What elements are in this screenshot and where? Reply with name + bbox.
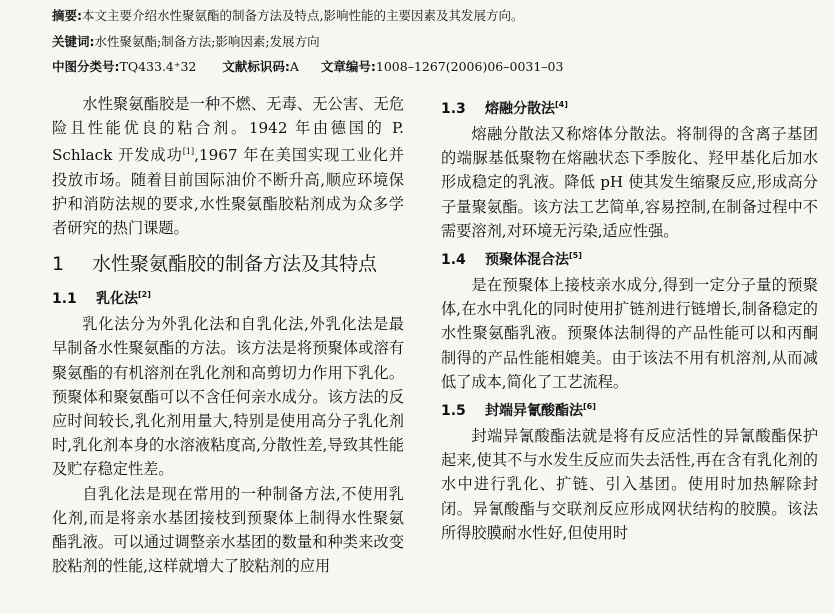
subsection-number: 1.1 bbox=[52, 291, 77, 308]
subsection-citation: [5] bbox=[569, 251, 582, 261]
subsection-number: 1.3 bbox=[441, 101, 466, 117]
subsection-citation: [6] bbox=[583, 402, 596, 412]
left-column bbox=[52, 92, 404, 578]
abstract-label: 摘要: bbox=[52, 8, 82, 23]
paragraph-prepolymer-mixing: 是在预聚体上接枝亲水成分,得到一定分子量的预聚体,在水中乳化的同时使用扩链剂进行链增长,制备稳定的水性聚氨酯乳液。预聚体法制得的产品性能可以和丙酮制得的产品性能相媲美。由于该法不用有机溶剂,从而减低了成本,简化了工艺流程。 bbox=[441, 276, 818, 391]
subsection-number: 1.5 bbox=[441, 403, 466, 420]
subsection-1-4-heading bbox=[441, 243, 818, 273]
subsection-title: 封端异氰酸酯法 bbox=[485, 403, 583, 420]
keywords-line bbox=[52, 34, 320, 50]
subsection-1-1-heading bbox=[52, 282, 404, 312]
paragraph-emulsification: 乳化法分为外乳化法和自乳化法,外乳化法是最早制备水性聚氨酯的方法。该方法是将预聚体或溶有聚氨酯的有机溶剂在乳化剂和高剪切力作用下乳化。预聚体和聚氨酯可以不含任何亲水成分。该方法的反应时间较长,乳化剂用量大,特别是使用高分子乳化剂时,乳化剂本身的水溶液粘度高,分散性差,导致其性能及贮存稳定性差。 bbox=[52, 315, 404, 479]
article-number-value: 1008–1267(2006)06–0031–03 bbox=[375, 59, 564, 74]
clc-value: TQ433.4⁺32 bbox=[119, 59, 197, 74]
subsection-title: 预聚体混合法 bbox=[485, 252, 569, 269]
section-number: 1 bbox=[52, 253, 65, 276]
classification-line bbox=[52, 59, 563, 75]
clc-label: 中图分类号: bbox=[52, 59, 120, 74]
article-number-label: 文章编号: bbox=[320, 59, 376, 74]
subsection-citation: [4] bbox=[555, 100, 568, 109]
doc-code-label: 文献标识码: bbox=[222, 59, 290, 74]
keywords-label: 关键词: bbox=[52, 34, 95, 49]
subsection-title: 熔融分散法 bbox=[485, 101, 555, 117]
subsection-number: 1.4 bbox=[441, 252, 466, 269]
keywords-text: 水性聚氨酯;制备方法;影响因素;发展方向 bbox=[94, 34, 320, 49]
paragraph-blocked-isocyanate: 封端异氰酸酯法就是将有反应活性的异氰酸酯保护起来,使其不与水发生反应而失去活性,再在含有乳化剂的水中进行乳化、扩链、引入基团。使用时加热解除封闭。异氰酸酯与交联剂反应形成网状结构的胶膜。该法所得胶膜耐水性好,但使用时 bbox=[441, 427, 818, 542]
paragraph-melt-dispersion: 熔融分散法又称熔体分散法。将制得的含离子基团的端脲基低聚物在熔融状态下季胺化、羟甲基化后加水形成稳定的乳液。降低 pH 使其发生缩聚反应,形成高分子量聚氨酯。该方法工艺简单,容易控制,在制备过程中不需要溶剂,对环境无污染,适应性强。 bbox=[441, 125, 818, 240]
section-title: 水性聚氨酯胶的制备方法及其特点 bbox=[92, 253, 378, 276]
intro-paragraph bbox=[52, 92, 404, 240]
subsection-title: 乳化法 bbox=[96, 291, 138, 308]
subsection-1-3-heading bbox=[441, 92, 818, 122]
right-column bbox=[441, 92, 818, 545]
paragraph-self-emulsification: 自乳化法是现在常用的一种制备方法,不使用乳化剂,而是将亲水基团接枝到预聚体上制得水性聚氨酯乳液。可以通过调整亲水基团的数量和种类来改变胶粘剂的性能,这样就增大了胶粘剂的应用 bbox=[52, 484, 404, 576]
subsection-1-5-heading bbox=[441, 394, 818, 424]
intro-citation: [1] bbox=[182, 147, 195, 157]
abstract-line bbox=[52, 8, 523, 24]
section-1-heading bbox=[52, 248, 404, 280]
intro-text: 水性聚氨酯胶是一种不燃、无毒、无公害、无危险且性能优良的粘合剂。1942 年由德国的 P. Schlack 开发成功 bbox=[52, 95, 404, 165]
subsection-citation: [2] bbox=[138, 290, 151, 300]
doc-code-value: A bbox=[289, 59, 299, 74]
intro-text-cont: ,1967 年在美国实现工业化并投放市场。随着目前国际油价不断升高,顺应环境保护和消防法规的要求,水性聚氨酯胶粘剂成为众多学者研究的热门课题。 bbox=[52, 146, 404, 238]
abstract-text: 本文主要介绍水性聚氨酯的制备方法及特点,影响性能的主要因素及其发展方向。 bbox=[82, 8, 524, 23]
